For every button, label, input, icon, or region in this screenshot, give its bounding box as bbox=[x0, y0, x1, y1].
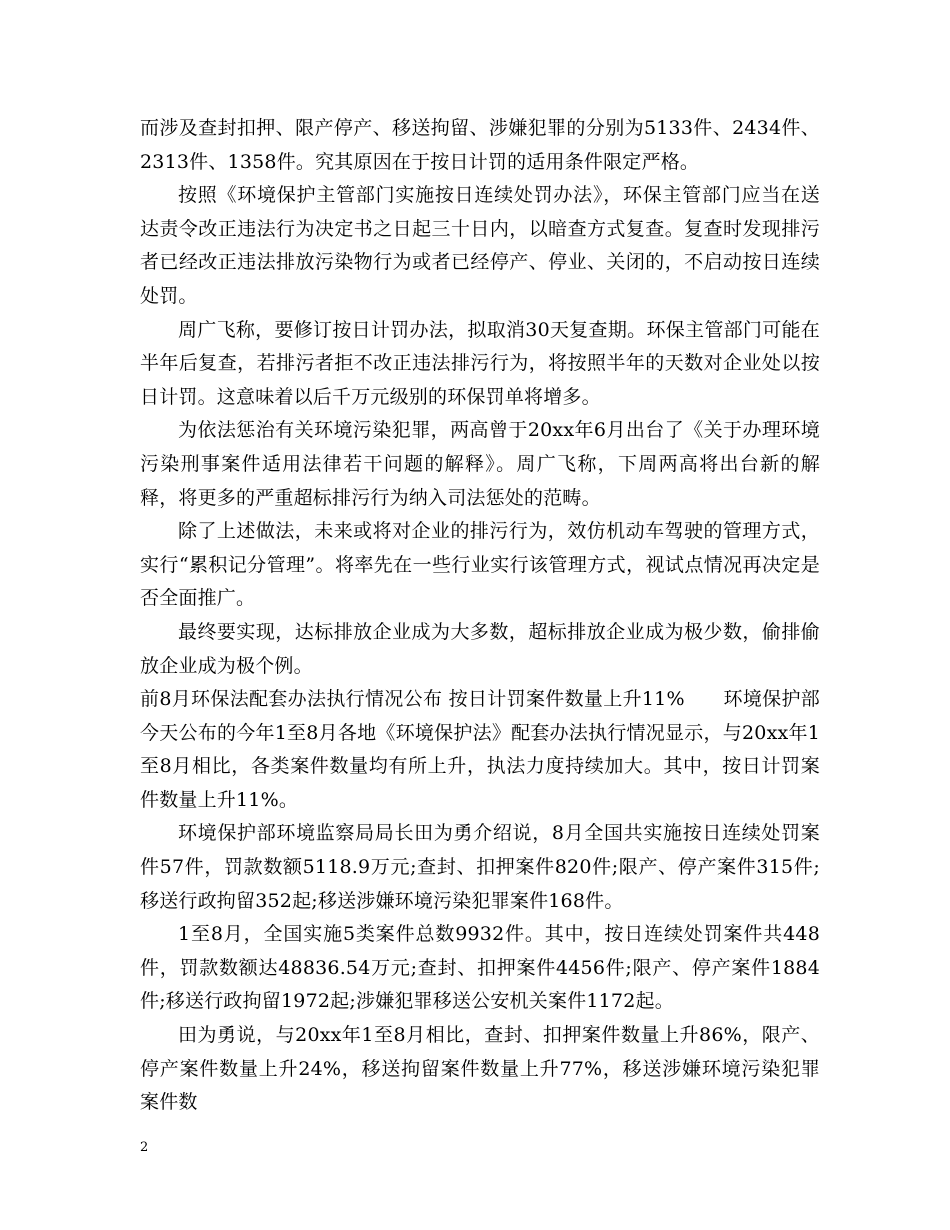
paragraph-4: 为依法惩治有关环境污染犯罪，两高曾于20xx年6月出台了《关于办理环境污染刑事案件适用法律若干问题的解释》。周广飞称，下周两高将出台新的解释，将更多的严重超标排污行为纳入司法惩处的范畴。 bbox=[140, 419, 820, 509]
paragraph-1: 而涉及查封扣押、限产停产、移送拘留、涉嫌犯罪的分别为5133件、2434件、2313件、1358件。究其原因在于按日计罚的适用条件限定严格。 bbox=[140, 117, 820, 173]
paragraph-2: 按照《环境保护主管部门实施按日连续处罚办法》，环保主管部门应当在送达责令改正违法行为决定书之日起三十日内，以暗查方式复查。复查时发现排污者已经改正违法排放污染物行为或者已经停产、停业、关闭的，不启动按日连续处罚。 bbox=[140, 184, 820, 307]
document-body bbox=[140, 112, 820, 1120]
paragraph-7: 前8月环保法配套办法执行情况公布 按日计罚案件数量上升11% 环境保护部今天公布的今年1至8月各地《环境保护法》配套办法执行情况显示，与20xx年1至8月相比，各类案件数量均有所上升，执法力度持续加大。其中，按日计罚案件数量上升11%。 bbox=[140, 688, 820, 811]
paragraph-8: 环境保护部环境监察局局长田为勇介绍说，8月全国共实施按日连续处罚案件57件，罚款数额5118.9万元;查封、扣押案件820件;限产、停产案件315件;移送行政拘留352起;移送涉嫌环境污染犯罪案件168件。 bbox=[140, 822, 820, 912]
page-number: 2 bbox=[140, 1140, 149, 1155]
paragraph-9: 1至8月，全国实施5类案件总数9932件。其中，按日连续处罚案件共448件，罚款数额达48836.54万元;查封、扣押案件4456件;限产、停产案件1884件;移送行政拘留1972起;涉嫌犯罪移送公安机关案件1172起。 bbox=[140, 923, 820, 1013]
paragraph-5: 除了上述做法，未来或将对企业的排污行为，效仿机动车驾驶的管理方式，实行“累积记分管理”。将率先在一些行业实行该管理方式，视试点情况再决定是否全面推广。 bbox=[140, 520, 820, 610]
paragraph-6: 最终要实现，达标排放企业成为大多数，超标排放企业成为极少数，偷排偷放企业成为极个例。 bbox=[140, 620, 820, 677]
paragraph-3: 周广飞称，要修订按日计罚办法，拟取消30天复查期。环保主管部门可能在半年后复查，若排污者拒不改正违法排污行为，将按照半年的天数对企业处以按日计罚。这意味着以后千万元级别的环保罚单将增多。 bbox=[140, 318, 820, 408]
paragraph-10: 田为勇说，与20xx年1至8月相比，查封、扣押案件数量上升86%，限产、停产案件数量上升24%，移送拘留案件数量上升77%，移送涉嫌环境污染犯罪案件数 bbox=[140, 1024, 820, 1114]
